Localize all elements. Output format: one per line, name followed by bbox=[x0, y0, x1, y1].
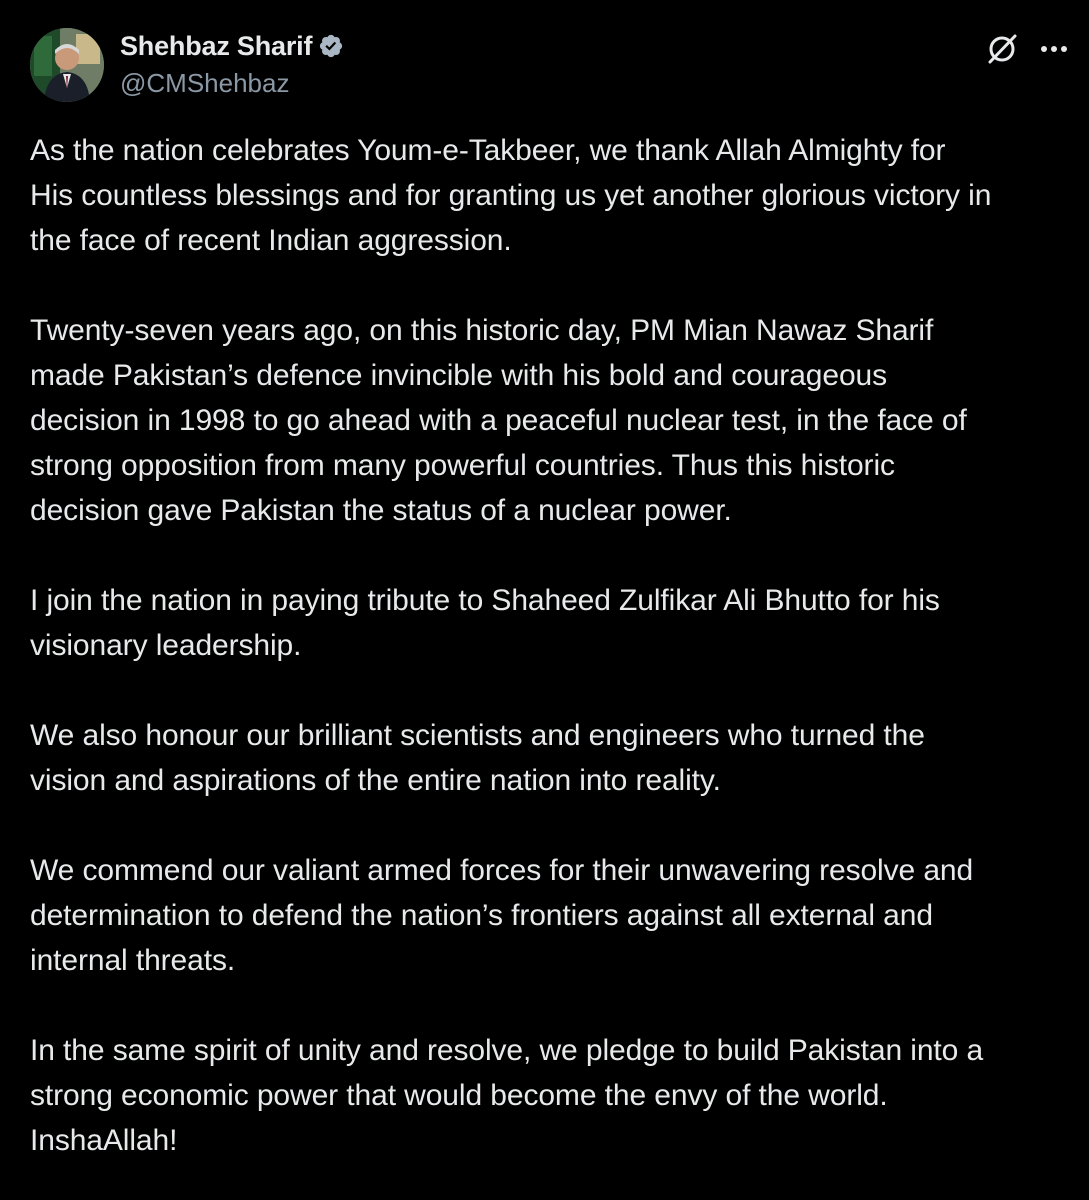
tweet-paragraph-1 bbox=[30, 128, 1089, 263]
display-name[interactable]: Shehbaz Sharif bbox=[120, 30, 313, 61]
text-line: decision in 1998 to go ahead with a peaceful nuclear test, in the face of bbox=[30, 404, 967, 437]
tweet-paragraph-5 bbox=[30, 848, 1089, 983]
text-line: His countless blessings and for granting us yet another glorious victory in bbox=[30, 179, 992, 212]
text-line: Twenty-seven years ago, on this historic day, PM Mian Nawaz Sharif bbox=[30, 314, 934, 347]
avatar-image bbox=[30, 28, 104, 102]
tweet-paragraph-6 bbox=[30, 1028, 1089, 1163]
text-line: determination to defend the nation’s frontiers against all external and bbox=[30, 899, 933, 932]
grok-icon[interactable] bbox=[985, 32, 1019, 66]
text-line: the face of recent Indian aggression. bbox=[30, 224, 512, 257]
handle[interactable]: @CMShehbaz bbox=[120, 68, 290, 98]
text-line: strong opposition from many powerful countries. Thus this historic bbox=[30, 449, 895, 482]
text-line: vision and aspirations of the entire nation into reality. bbox=[30, 764, 721, 797]
text-line: In the same spirit of unity and resolve, we pledge to build Pakistan into a bbox=[30, 1034, 984, 1067]
text-line: visionary leadership. bbox=[30, 629, 302, 662]
text-line: We commend our valiant armed forces for their unwavering resolve and bbox=[30, 854, 974, 887]
more-horizontal-icon[interactable] bbox=[1039, 32, 1069, 66]
tweet-paragraph-4 bbox=[30, 713, 1089, 803]
tweet-header bbox=[30, 26, 1069, 104]
verified-badge-icon[interactable] bbox=[318, 33, 344, 59]
display-name-row bbox=[120, 28, 344, 64]
tweet-text bbox=[30, 128, 1089, 1163]
avatar[interactable] bbox=[30, 28, 104, 102]
text-line: strong economic power that would become the envy of the world. bbox=[30, 1079, 888, 1112]
text-line: made Pakistan’s defence invincible with his bold and courageous bbox=[30, 359, 888, 392]
header-actions bbox=[985, 32, 1069, 66]
text-line: I join the nation in paying tribute to Shaheed Zulfikar Ali Bhutto for his bbox=[30, 584, 940, 617]
tweet-paragraph-2 bbox=[30, 308, 1089, 533]
author-names bbox=[120, 28, 344, 99]
text-line: As the nation celebrates Youm-e-Takbeer, we thank Allah Almighty for bbox=[30, 134, 946, 167]
text-line: We also honour our brilliant scientists and engineers who turned the bbox=[30, 719, 925, 752]
tweet-paragraph-3 bbox=[30, 578, 1089, 668]
text-line: internal threats. bbox=[30, 944, 236, 977]
text-line: InshaAllah! bbox=[30, 1124, 178, 1157]
text-line: decision gave Pakistan the status of a nuclear power. bbox=[30, 494, 732, 527]
